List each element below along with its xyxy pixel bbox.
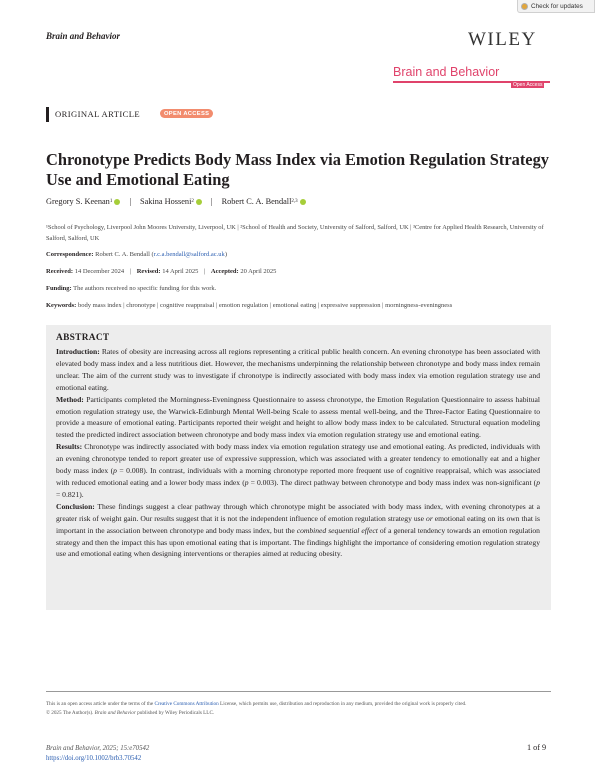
author-list	[46, 197, 306, 206]
author-name[interactable]: Robert C. A. Bendall	[221, 197, 292, 206]
abstract-method	[56, 394, 540, 442]
conclusion-text: These findings suggest a clear pathway through which chronotype might be associated with body mass index, with evening chronotypes at a greater risk of weight gain. Our results suggest that it is not the independent influence of emotion regulation strategy use	[56, 501, 541, 523]
method-label: Method:	[56, 394, 84, 404]
author-separator: |	[210, 197, 213, 206]
abstract-conclusion	[56, 501, 540, 561]
revised-label: Revised:	[136, 268, 161, 275]
author-separator: |	[129, 197, 131, 206]
funding-label: Funding:	[46, 285, 72, 292]
creative-commons-link[interactable]: Creative Commons Attribution	[154, 701, 219, 707]
orcid-icon[interactable]	[196, 199, 202, 205]
author-name[interactable]: Sakina Hosseni	[140, 197, 192, 206]
keywords-text: body mass index | chronotype | cognitive reappraisal | emotion regulation | emotional eating | expressive suppression | morningness-eveningness	[77, 302, 453, 309]
funding-text: The authors received no specific funding for this work.	[73, 285, 217, 292]
page-number: 1 of 9	[527, 743, 547, 752]
article-dates	[46, 268, 276, 275]
crossmark-icon	[521, 3, 528, 10]
author-name[interactable]: Gregory S. Keenan	[46, 197, 110, 206]
author-affiliation-ref: 1	[109, 199, 113, 204]
accepted-label: Accepted:	[210, 268, 239, 275]
conclusion-label: Conclusion:	[56, 501, 95, 511]
method-text: Participants completed the Morningness-Eveningness Questionnaire to assess chronotype, the Emotion Regulation Questionnaire to assess habitual emotion regulation strategy use, the Warwick-Edinburgh Mental Well-being Scale to assess mental well-being, and the Three-Factor Eating Questionnaire to provide a measure of emotional eating. Participants reported their weight and height to allow body mass index to be calculated. Structural equation modeling tested the predicted indirect association between chronotype and body mass index via emotion regulation strategy use and emotional eating.	[56, 394, 541, 440]
introduction-label: Introduction:	[56, 347, 100, 356]
p-symbol: p	[536, 477, 540, 487]
license-text: This is an open access article under the terms of the	[46, 701, 155, 707]
journal-logo: Brain and Behavior	[393, 65, 500, 79]
conclusion-text: emotional eating on its own that is important in the association between chronotype and body mass index, but the	[56, 513, 540, 535]
doi-link[interactable]: https://doi.org/10.1002/brb3.70542	[46, 755, 142, 762]
p-symbol: p	[113, 466, 117, 476]
results-label: Results:	[56, 442, 83, 452]
license-line	[46, 700, 551, 709]
results-text: = 0.003). The direct pathway between chronotype and body mass index was non-significant (	[248, 477, 537, 487]
publisher-logo: WILEY	[468, 29, 537, 50]
copyright-text: published by Wiley Periodicals LLC.	[135, 710, 215, 716]
correspondence	[46, 251, 227, 258]
keywords-label: Keywords:	[46, 302, 77, 309]
check-for-updates-button[interactable]	[517, 0, 595, 13]
correspondence-email-link[interactable]: r.c.a.bendall@salford.ac.uk	[153, 251, 225, 258]
orcid-icon[interactable]	[300, 199, 306, 205]
article-title: Chronotype Predicts Body Mass Index via Emotion Regulation Strategy Use and Emotional Eating	[46, 150, 549, 189]
footer-divider	[46, 691, 551, 692]
open-access-badge: OPEN ACCESS	[160, 109, 213, 118]
copyright-journal: Brain and Behavior	[94, 710, 136, 716]
date-separator: |	[203, 268, 206, 275]
conclusion-emphasis: combined sequential effect	[296, 525, 378, 535]
author-affiliation-ref: 2	[191, 199, 194, 204]
check-updates-label: Check for updates	[531, 2, 583, 10]
received-date: 14 December 2024	[74, 268, 125, 275]
correspondence-text: Robert C. A. Bendall (	[95, 251, 154, 258]
results-text: = 0.821).	[56, 489, 84, 499]
introduction-text: Rates of obesity are increasing across all regions representing a critical public health concern. An evening chronotype has been associated with elevated body mass index and a less nutritious diet. However, the mechanisms underpinning the relationship between chronotype and body mass index remain unclear. The aim of the current study was to investigate if chronotype is indirectly associated with body mass index via emotion regulation strategy use and emotional eating.	[56, 347, 540, 392]
copyright-text: © 2025 The Author(s).	[46, 710, 95, 716]
conclusion-text: of a general tendency towards an emotion regulation strategy and then the impact this has upon emotional eating that is important. The findings highlight the importance of considering emotion regulation strategy use and emotional eating when designing interventions or therapies aimed at reducing obesity.	[56, 525, 540, 559]
abstract-body	[56, 346, 540, 560]
results-text: = 0.008). In contrast, individuals with a morning chronotype reported more frequent use of cognitive reappraisal, which was associated with reduced emotional eating and a lower body mass index (	[56, 466, 540, 487]
funding	[46, 285, 216, 292]
license-text: License, which permits use, distribution and reproduction in any medium, provided the original work is properly cited.	[218, 701, 467, 707]
license-notice	[46, 700, 551, 718]
keywords	[46, 302, 452, 309]
journal-logo-open-access: Open Access	[513, 82, 543, 88]
affiliations: ¹School of Psychology, Liverpool John Moores University, Liverpool, UK | ²School of Health and Society, University of Salford, Salford, UK | ³Centre for Applied Health Research, University of Salford, Salford, UK	[46, 224, 544, 242]
revised-date: 14 April 2025	[162, 268, 199, 275]
article-type-marker	[46, 107, 49, 122]
footer-citation: Brain and Behavior, 2025; 15:e70542	[46, 745, 150, 752]
abstract-introduction	[56, 346, 540, 394]
abstract-results	[56, 441, 540, 501]
abstract-heading: ABSTRACT	[56, 333, 110, 343]
accepted-date: 20 April 2025	[240, 268, 277, 275]
received-label: Received:	[46, 268, 74, 275]
results-text: Chronotype was indirectly associated with body mass index via emotion regulation strategy use and emotional eating. As predicted, individuals with an evening chronotype tended to report greater use of expressive suppression, which was associated with a greater tendency to emotionally eat and a higher body mass index (	[56, 442, 540, 476]
date-separator: |	[129, 268, 132, 275]
article-type: ORIGINAL ARTICLE	[55, 109, 141, 119]
correspondence-label: Correspondence:	[46, 251, 94, 258]
conclusion-emphasis: or	[426, 513, 433, 523]
orcid-icon[interactable]	[114, 199, 120, 205]
p-symbol: p	[244, 477, 249, 487]
correspondence-close: )	[224, 251, 227, 258]
author-affiliation-ref: 2,3	[291, 199, 298, 204]
running-title: Brain and Behavior	[46, 31, 121, 41]
copyright-line	[46, 709, 551, 718]
